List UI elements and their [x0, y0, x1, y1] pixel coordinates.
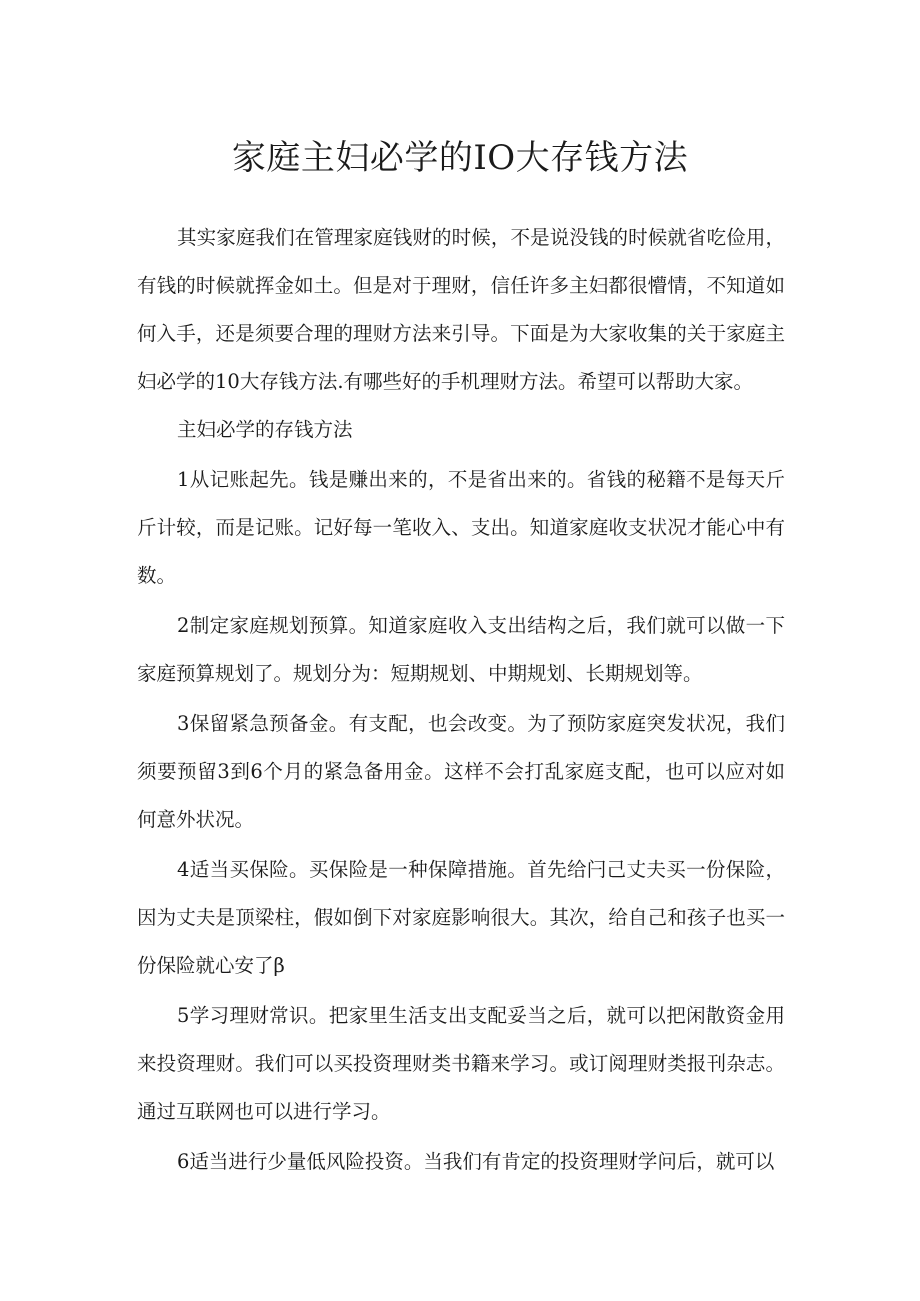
paragraph-section-heading: 主妇必学的存钱方法: [177, 418, 353, 441]
document-body: [137, 214, 785, 1186]
paragraph-method-2: 2制定家庭规划预算。知道家庭收入支出结构之后，我们就可以做一下家庭预算规划了。规划分为：短期规划、中期规划、长期规划等。: [137, 614, 785, 685]
paragraph-method-1: 1从记账起先。钱是赚出来的，不是省出来的。省钱的秘籍不是每天斤斤计较，而是记账。记好每一笔收入、支出。知道家庭收支状况才能心中有数。: [137, 468, 785, 587]
paragraph-method-5: 5学习理财常识。把家里生活支出支配妥当之后，就可以把闲散资金用来投资理财。我们可以买投资理财类书籍来学习。或订阅理财类报刊杂志。通过互联网也可以进行学习。: [137, 1004, 785, 1123]
paragraph-method-6: 6适当进行少量低风险投资。当我们有肯定的投资理财学问后，就可以: [177, 1150, 775, 1173]
paragraph-method-4: 4适当买保险。买保险是一种保障措施。首先给闩己丈夫买一份保险，因为丈夫是顶梁柱，假如倒下对家庭影响很大。其次，给自己和孩子也买一份保险就心安了β: [137, 858, 785, 977]
document-title: 家庭主妇必学的IO大存钱方法: [231, 138, 689, 178]
paragraph-intro: 其实家庭我们在管理家庭钱财的时候，不是说没钱的时候就省吃俭用，有钱的时候就挥金如土。但是对于理财，信任许多主妇都很懵情，不知道如何入手，还是须要合理的理财方法来引导。下面是为大家收集的关于家庭主妇必学的10大存钱方法.有哪些好的手机理财方法。希望可以帮助大家。: [137, 226, 785, 393]
paragraph-method-3: 3保留紧急预备金。有支配，也会改变。为了预防家庭突发状况，我们须要预留3到6个月的紧急备用金。这样不会打乱家庭支配，也可以应对如何意外状况。: [137, 712, 785, 831]
